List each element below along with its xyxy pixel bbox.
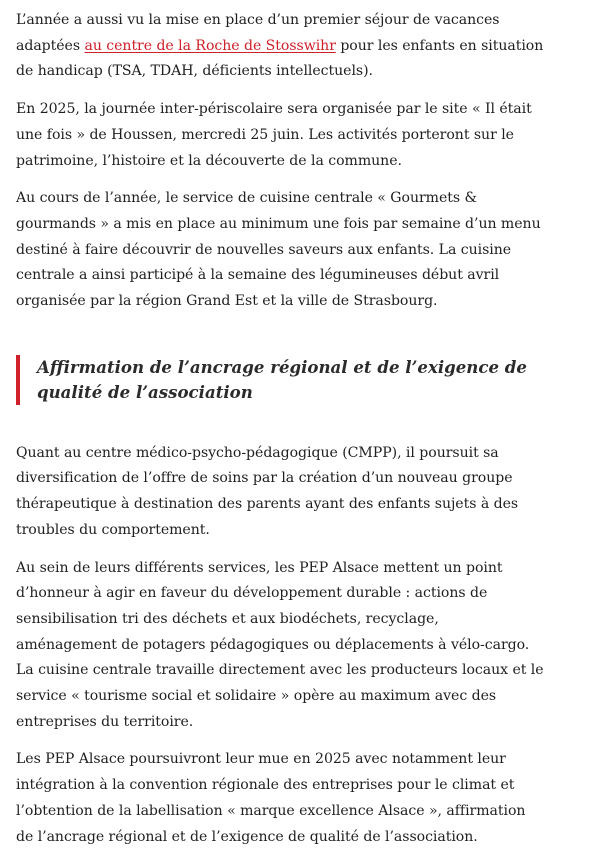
section-heading: Affirmation de l’ancrage régional et de l’exigence de qualité de l’association <box>37 356 527 402</box>
paragraph-periscolaire-day: En 2025, la journée inter-périscolaire sera organisée par le site « Il était une fois » de Houssen, mercredi 25 juin. Les activités porteront sur le patrimoine, l’histoire et la découverte de la commune. <box>16 101 532 169</box>
paragraph-text: L’année a aussi vu la mise en place d’un premier séjour de vacances adaptées <box>16 12 500 54</box>
paragraph-cmpp: Quant au centre médico-psycho-pédagogique (CMPP), il poursuit sa diversification de l’offre de soins par la création d’un nouveau groupe thérapeutique à destination des parents ayant des enfants sujets à des troubles du comportement. <box>16 444 519 538</box>
paragraph-2025-outlook: Les PEP Alsace poursuivront leur mue en 2025 avec notamment leur intégration à la convention régionale des entreprises pour le climat et l’obtention de la labellisation « marque excellence Alsace », affirmation de l’ancrage régional et de l’exigence de qualité de l’association. <box>16 751 526 845</box>
roche-de-stosswihr-link[interactable]: au centre de la Roche de Stosswihr <box>84 37 336 54</box>
paragraph-sustainable-development: Au sein de leurs différents services, les PEP Alsace mettent un point d’honneur à agir en faveur du développement durable : actions de sensibilisation tri des déchets et aux biodéchets, recyclage, aménagement de potagers pédagogiques ou déplacements à vélo-cargo. La cuisine centrale travaille directement avec les producteurs locaux et le service « tourisme social et solidaire » opère au maximum avec des entreprises du territoire. <box>16 559 544 730</box>
paragraph-vacation-stay <box>16 8 544 85</box>
section-heading-block <box>16 355 547 405</box>
paragraph-text: pour les enfants en situation de handicap (TSA, TDAH, déficients intellectuels). <box>16 37 544 80</box>
paragraph-central-kitchen: Au cours de l’année, le service de cuisine centrale « Gourmets & gourmands » a mis en place au minimum une fois par semaine d’un menu destiné à faire découvrir de nouvelles saveurs aux enfants. La cuisine centrale a ainsi participé à la semaine des légumineuses début avril organisée par la région Grand Est et la ville de Strasbourg. <box>16 190 541 310</box>
